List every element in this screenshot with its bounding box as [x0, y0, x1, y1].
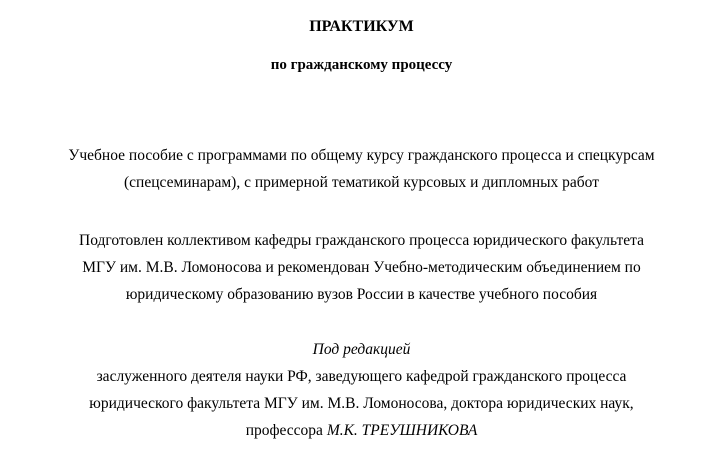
editor-title-prefix: профессора: [245, 422, 323, 439]
document-title: ПРАКТИКУМ: [309, 18, 414, 35]
description-line: (спецсеминарам), с примерной тематикой курсовых и дипломных работ: [123, 174, 599, 191]
preparation-line: юридическому образованию вузов России в качестве учебного пособия: [125, 286, 598, 303]
editor-name: М.К. ТРЕУШНИКОВА: [326, 422, 478, 439]
editor-line: заслуженного деятеля науки РФ, заведующего кафедрой гражданского процесса: [96, 368, 627, 385]
description-line: Учебное пособие с программами по общему курсу гражданского процесса и спецкурсам: [68, 147, 655, 164]
editor-line: юридического факультета МГУ им. М.В. Ломоносова, доктора юридических наук,: [89, 395, 634, 412]
document-subtitle: по гражданскому процессу: [270, 57, 453, 73]
editor-heading: Под редакцией: [312, 341, 411, 358]
preparation-line: МГУ им. М.В. Ломоносова и рекомендован Учебно-методическим объединением по: [82, 259, 641, 276]
preparation-line: Подготовлен коллективом кафедры гражданского процесса юридического факультета: [79, 232, 644, 249]
editor-last-line: [0, 421, 723, 441]
